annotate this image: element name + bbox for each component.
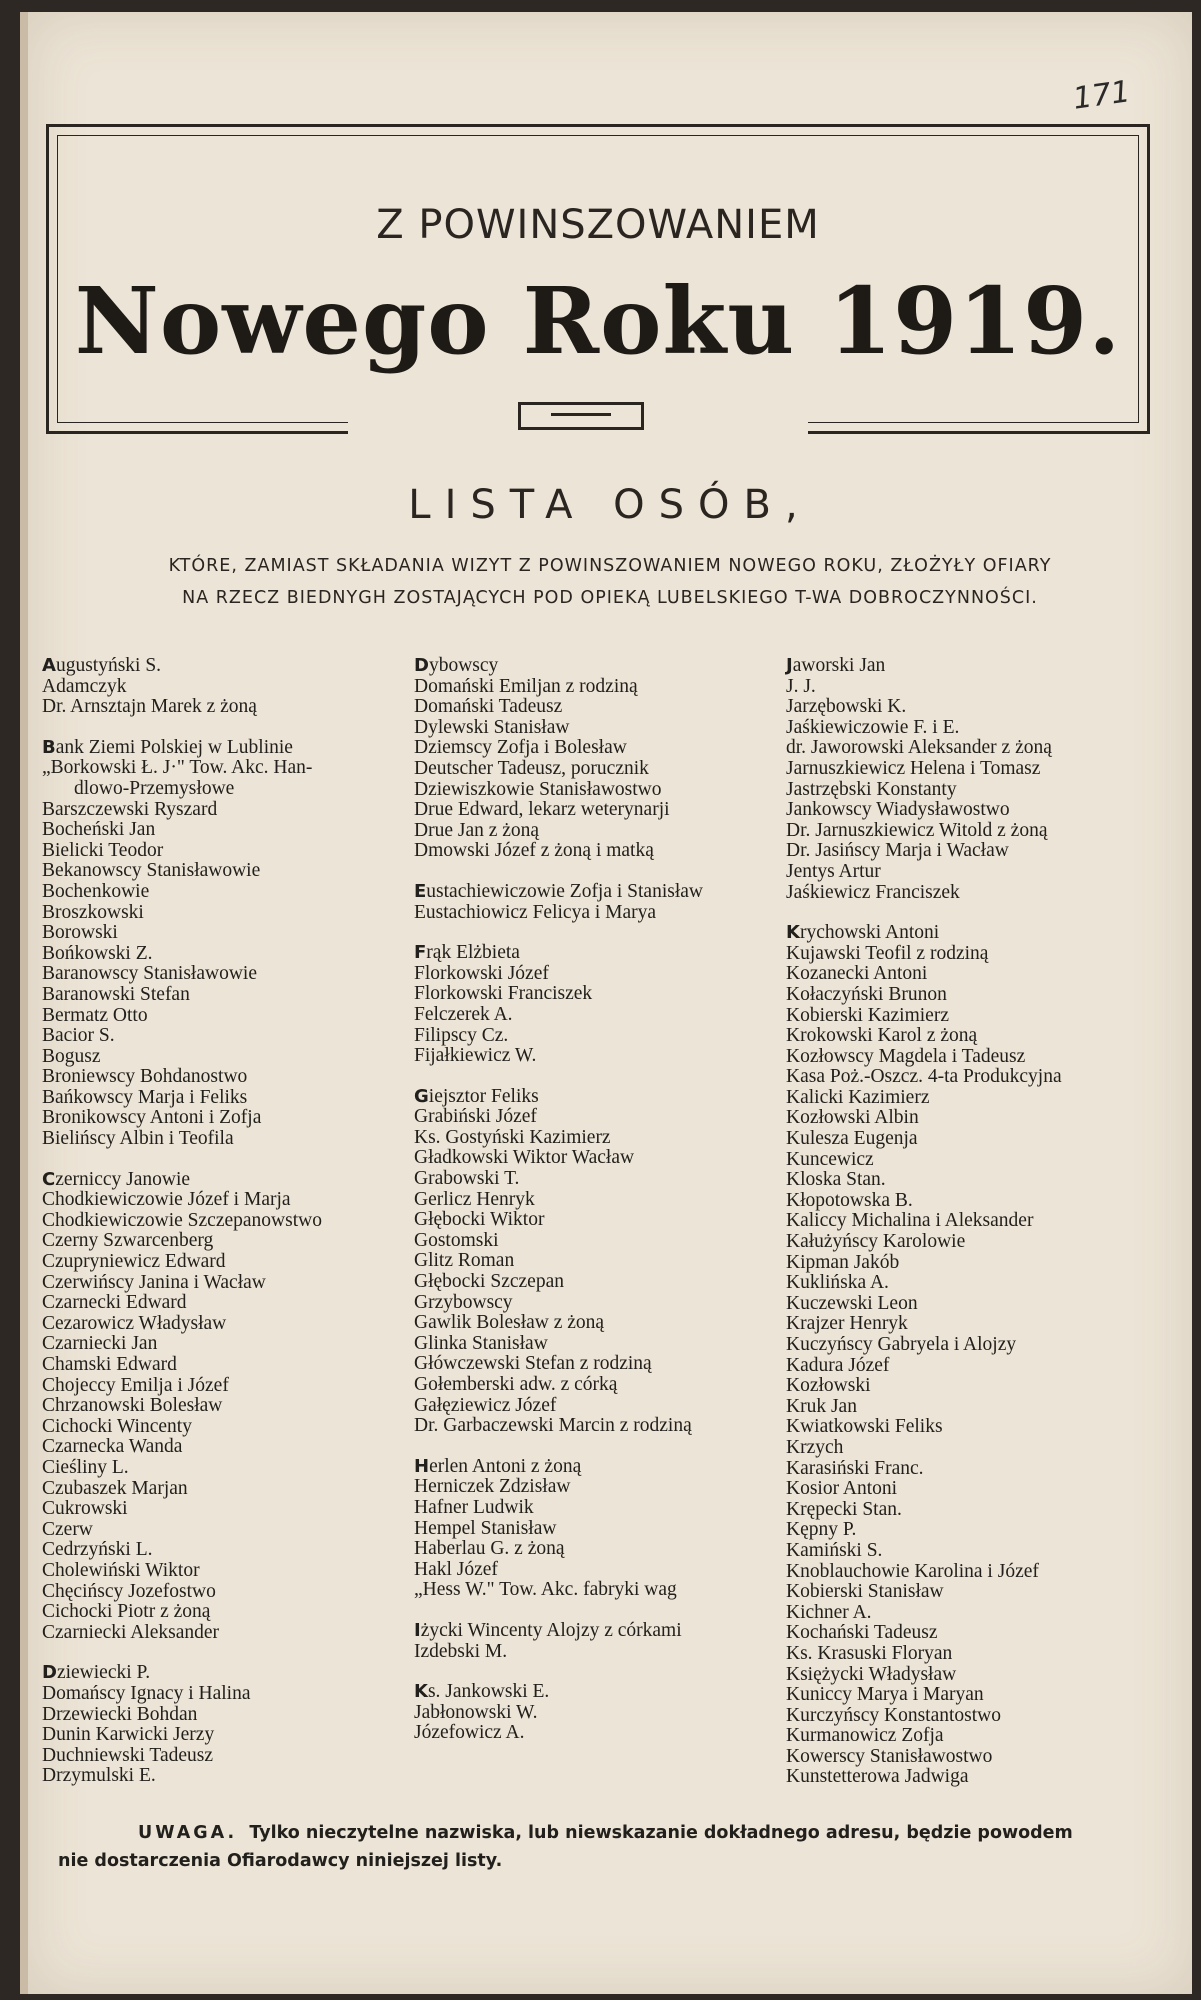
name-entry: Kurczyńscy Konstantostwo — [786, 1704, 1002, 1726]
name-entry: Czerny Szwarcenberg — [42, 1230, 214, 1252]
name-entry: Kunstetterowa Jadwiga — [786, 1766, 969, 1788]
name-entry: Cichocki Wincenty — [42, 1415, 192, 1437]
name-entry: Czubaszek Marjan — [42, 1477, 188, 1499]
name-entry: Grabiński Józef — [414, 1106, 537, 1128]
name-entry: Bielicki Teodor — [42, 839, 164, 861]
name-entry: Główczewski Stefan z rodziną — [414, 1353, 652, 1375]
name-entry: Filipscy Cz. — [414, 1024, 509, 1046]
name-entry: Kwiatkowski Feliks — [786, 1416, 943, 1438]
name-entry: Fijałkiewicz W. — [414, 1045, 537, 1067]
name-entry: Chodkiewiczowie Józef i Marja — [42, 1189, 291, 1211]
name-entry: Broszkowski — [42, 901, 144, 923]
section-gap — [414, 1067, 794, 1087]
name-entry: Iżycki Wincenty Alojzy z córkami — [414, 1619, 682, 1641]
section-gap — [414, 1601, 794, 1621]
heading-greeting: Z POWINSZOWANIEM — [376, 202, 820, 248]
notice-label: UWAGA. — [138, 1823, 238, 1843]
name-entry: Dr. Garbaczewski Marcin z rodziną — [414, 1415, 692, 1437]
name-entry: Gawlik Bolesław z żoną — [414, 1312, 605, 1334]
name-entry: Ks. Jankowski E. — [414, 1681, 550, 1703]
section-gap — [42, 1150, 412, 1170]
name-entry: Drzewiecki Bohdan — [42, 1703, 198, 1725]
name-entry: Kuniccy Marya i Maryan — [786, 1684, 984, 1706]
name-entry: Adamczyk — [42, 675, 127, 697]
name-entry: Jabłonowski W. — [414, 1701, 538, 1723]
name-entry: Duchniewski Tadeusz — [42, 1744, 214, 1766]
name-entry: Czarniecki Aleksander — [42, 1621, 220, 1643]
name-entry: Glitz Roman — [414, 1250, 515, 1272]
name-entry: Frąk Elżbieta — [414, 942, 520, 964]
name-entry: Kasa Poż.-Oszcz. 4-ta Produkcyjna — [786, 1066, 1062, 1088]
name-entry: Dr. Jarnuszkiewicz Witold z żoną — [786, 819, 1048, 841]
name-entry: Ks. Krasuski Floryan — [786, 1642, 953, 1664]
name-entry: Dunin Karwicki Jerzy — [42, 1724, 215, 1746]
name-entry: Hafner Ludwik — [414, 1496, 534, 1518]
name-entry: Kuczewski Leon — [786, 1292, 918, 1314]
name-entry: Kochański Tadeusz — [786, 1622, 938, 1644]
name-entry: Karasiński Franc. — [786, 1457, 924, 1479]
name-entry: Kałużyńscy Karolowie — [786, 1231, 966, 1253]
names-column-1 — [42, 656, 412, 1787]
name-entry: Czupryniewicz Edward — [42, 1251, 226, 1273]
name-entry: Bogusz — [42, 1045, 101, 1067]
name-entry: Kłopotowska B. — [786, 1189, 913, 1211]
name-entry: Kulesza Eugenja — [786, 1128, 918, 1150]
name-entry: Krajzer Henryk — [786, 1313, 908, 1335]
name-entry: Kosior Antoni — [786, 1478, 898, 1500]
section-gap — [414, 862, 794, 882]
name-entry: Dr. Arnsztajn Marek z żoną — [42, 696, 257, 718]
section-gap — [414, 923, 794, 943]
name-entry: Księżycki Władysław — [786, 1663, 957, 1685]
name-entry: Czerwińscy Janina i Wacław — [42, 1271, 266, 1293]
name-entry: Haberlau G. z żoną — [414, 1538, 565, 1560]
name-entry: Drzymulski E. — [42, 1765, 156, 1787]
name-entry: Cichocki Piotr z żoną — [42, 1601, 211, 1623]
document-page — [20, 12, 1192, 1994]
name-entry: Bochenkowie — [42, 880, 150, 902]
name-entry: Bielińscy Albin i Teofila — [42, 1128, 234, 1150]
name-entry: Broniewscy Bohdanostwo — [42, 1066, 248, 1088]
name-entry: Bońkowski Z. — [42, 942, 153, 964]
name-entry: Herniczek Zdzisław — [414, 1476, 571, 1498]
name-entry: Kalicki Kazimierz — [786, 1086, 930, 1108]
name-entry: Baranowscy Stanisławowie — [42, 963, 257, 985]
name-entry: Czerw — [42, 1518, 93, 1540]
notice-text-2: nie dostarczenia Ofiarodawcy niniejszej listy. — [58, 1851, 503, 1871]
list-title: LISTA OSÓB, — [408, 482, 812, 528]
name-entry: Dylewski Stanisław — [414, 716, 570, 738]
name-entry: Cedrzyński L. — [42, 1539, 153, 1561]
name-entry: Cholewiński Wiktor — [42, 1559, 200, 1581]
name-entry: Czarnecka Wanda — [42, 1436, 183, 1458]
name-entry: Hempel Stanisław — [414, 1517, 557, 1539]
name-entry: Kobierski Kazimierz — [786, 1004, 949, 1026]
name-entry: Krępecki Stan. — [786, 1498, 902, 1520]
name-entry: Dziemscy Zofja i Bolesław — [414, 737, 627, 759]
name-entry: Kuncewicz — [786, 1148, 874, 1170]
name-entry: Czerniccy Janowie — [42, 1168, 191, 1190]
name-entry: Kipman Jakób — [786, 1251, 900, 1273]
name-entry: Dr. Jasińscy Marja i Wacław — [786, 840, 1009, 862]
name-entry: Domańscy Ignacy i Halina — [42, 1682, 251, 1704]
name-entry: Florkowski Józef — [414, 962, 549, 984]
name-entry: Czarniecki Jan — [42, 1333, 158, 1355]
name-entry: Baranowski Stefan — [42, 983, 190, 1005]
name-entry: Józefowicz A. — [414, 1722, 525, 1744]
name-entry: Kępny P. — [786, 1519, 857, 1541]
name-entry: Kołaczyński Brunon — [786, 983, 947, 1005]
name-entry: Chodkiewiczowie Szczepanowstwo — [42, 1209, 322, 1231]
name-entry: Eustachiowicz Felicya i Marya — [414, 901, 657, 923]
name-entry: Izdebski M. — [414, 1640, 508, 1662]
frame-ornament — [518, 402, 644, 430]
name-entry: Kruk Jan — [786, 1395, 857, 1417]
name-entry: Jaśkiewiczowie F. i E. — [786, 716, 960, 738]
name-entry: Jentys Artur — [786, 860, 881, 882]
name-entry: Chojeccy Emilja i Józef — [42, 1374, 229, 1396]
name-entry: Dmowski Józef z żoną i matką — [414, 840, 654, 862]
name-entry: Kadura Józef — [786, 1354, 890, 1376]
subtitle-line-2: NA RZECZ BIEDNYGH ZOSTAJĄCYCH POD OPIEKĄ LUBELSKIEGO T-WA DOBROCZYNNOŚCI. — [182, 588, 1038, 608]
notice-text-1: Tylko nieczytelne nazwiska, lub niewskazanie dokładnego adresu, będzie powodem — [249, 1823, 1073, 1843]
name-entry: Kamiński S. — [786, 1539, 883, 1561]
name-entry: „Borkowski Ł. J·" Tow. Akc. Han- — [42, 757, 313, 779]
name-entry: Grzybowscy — [414, 1291, 513, 1313]
title-frame — [46, 124, 1150, 434]
name-entry: Glinka Stanisław — [414, 1332, 548, 1354]
name-entry: Jastrzębski Konstanty — [786, 778, 957, 800]
name-entry: Deutscher Tadeusz, porucznik — [414, 757, 649, 779]
name-entry: Gostomski — [414, 1229, 499, 1251]
notice — [58, 1819, 1152, 1875]
name-entry: Chrzanowski Bolesław — [42, 1395, 223, 1417]
name-entry: Krzych — [786, 1436, 844, 1458]
name-entry: Ks. Gostyński Kazimierz — [414, 1126, 611, 1148]
name-entry: Chamski Edward — [42, 1354, 177, 1375]
name-entry: Kujawski Teofil z rodziną — [786, 942, 989, 964]
page-number: 171 — [1070, 74, 1133, 117]
name-entry: Knoblauchowie Karolina i Józef — [786, 1560, 1039, 1582]
name-entry: Dziewiszkowie Stanisławostwo — [414, 778, 662, 800]
name-entry: Gałęziewicz Józef — [414, 1394, 557, 1416]
subtitle-line-1: KTÓRE, ZAMIAST SKŁADANIA WIZYT Z POWINSZOWANIEM NOWEGO ROKU, ZŁOŻYŁY OFIARY — [168, 556, 1052, 576]
name-entry: Kichner A. — [786, 1601, 872, 1623]
name-entry: Jarzębowski K. — [786, 696, 907, 718]
heading-title: Nowego Roku 1919. — [74, 267, 1122, 375]
name-entry: Kuklińska A. — [786, 1272, 889, 1294]
name-entry: dlowo-Przemysłowe — [74, 777, 235, 799]
name-entry: Kloska Stan. — [786, 1169, 886, 1191]
name-entry: Florkowski Franciszek — [414, 983, 593, 1005]
name-entry: Czarnecki Edward — [42, 1292, 187, 1314]
name-entry: Dziewiecki P. — [42, 1662, 151, 1684]
name-entry: Kozłowski — [786, 1375, 871, 1397]
name-entry: Głębocki Wiktor — [414, 1209, 545, 1231]
name-entry: Gładkowski Wiktor Wacław — [414, 1147, 635, 1169]
name-entry: Jaworski Jan — [786, 655, 886, 676]
name-entry: Krokowski Karol z żoną — [786, 1025, 978, 1047]
section-gap — [786, 903, 1196, 923]
name-entry: Kaliccy Michalina i Aleksander — [786, 1210, 1034, 1232]
name-entry: Dybowscy — [414, 655, 499, 676]
name-entry: Bermatz Otto — [42, 1004, 148, 1026]
section-gap — [42, 1643, 412, 1663]
name-entry: Kowerscy Stanisławostwo — [786, 1745, 993, 1767]
name-entry: Głębocki Szczepan — [414, 1271, 564, 1293]
name-entry: Kozłowski Albin — [786, 1107, 919, 1129]
name-entry: Cieśliny L. — [42, 1456, 129, 1478]
names-column-3 — [786, 656, 1196, 1788]
name-entry: Kuczyńscy Gabryela i Alojzy — [786, 1334, 1017, 1355]
name-entry: Eustachiewiczowie Zofja i Stanisław — [414, 880, 704, 902]
name-entry: Drue Edward, lekarz weterynarji — [414, 799, 670, 821]
section-gap — [414, 1437, 794, 1457]
name-entry: Jankowscy Wiadysławostwo — [786, 799, 1010, 821]
name-entry: Kozłowscy Magdela i Tadeusz — [786, 1045, 1026, 1067]
name-entry: Domański Tadeusz — [414, 696, 563, 718]
name-entry: Kobierski Stanisław — [786, 1581, 944, 1603]
name-entry: Herlen Antoni z żoną — [414, 1455, 582, 1477]
name-entry: Barszczewski Ryszard — [42, 798, 218, 820]
name-entry: Borowski — [42, 922, 118, 944]
name-entry: Gołemberski adw. z córką — [414, 1374, 618, 1395]
name-entry: „Hess W." Tow. Akc. fabryki wag — [414, 1579, 677, 1601]
name-entry: Bocheński Jan — [42, 819, 156, 841]
name-entry: Jarnuszkiewicz Helena i Tomasz — [786, 757, 1041, 779]
name-entry: Cezarowicz Władysław — [42, 1312, 227, 1334]
list-subtitle — [68, 550, 1152, 614]
name-entry: Grabowski T. — [414, 1168, 520, 1190]
name-entry: Cukrowski — [42, 1498, 128, 1520]
name-entry: J. J. — [786, 675, 816, 697]
name-entry: Gerlicz Henryk — [414, 1188, 535, 1210]
name-entry: Bańkowscy Marja i Feliks — [42, 1086, 248, 1108]
name-entry: Giejsztor Feliks — [414, 1085, 539, 1107]
name-entry: Bacior S. — [42, 1025, 115, 1047]
name-entry: Jaśkiewicz Franciszek — [786, 881, 960, 903]
name-entry: Drue Jan z żoną — [414, 819, 540, 841]
section-gap — [414, 1662, 794, 1682]
name-entry: Kozanecki Antoni — [786, 963, 928, 985]
name-entry: dr. Jaworowski Aleksander z żoną — [786, 737, 1052, 759]
name-entry: Hakl Józef — [414, 1558, 498, 1580]
names-column-2 — [414, 656, 794, 1744]
name-entry: Chęcińscy Jozefostwo — [42, 1580, 216, 1602]
name-entry: Krychowski Antoni — [786, 922, 940, 944]
name-entry: Bekanowscy Stanisławowie — [42, 860, 261, 882]
name-entry: Felczerek A. — [414, 1003, 513, 1025]
section-gap — [42, 718, 412, 738]
name-entry: Augustyński S. — [42, 655, 162, 676]
name-entry: Kurmanowicz Zofja — [786, 1725, 944, 1747]
name-entry: Domański Emiljan z rodziną — [414, 675, 638, 697]
name-entry: Bank Ziemi Polskiej w Lublinie — [42, 736, 293, 758]
name-entry: Bronikowscy Antoni i Zofja — [42, 1107, 262, 1129]
